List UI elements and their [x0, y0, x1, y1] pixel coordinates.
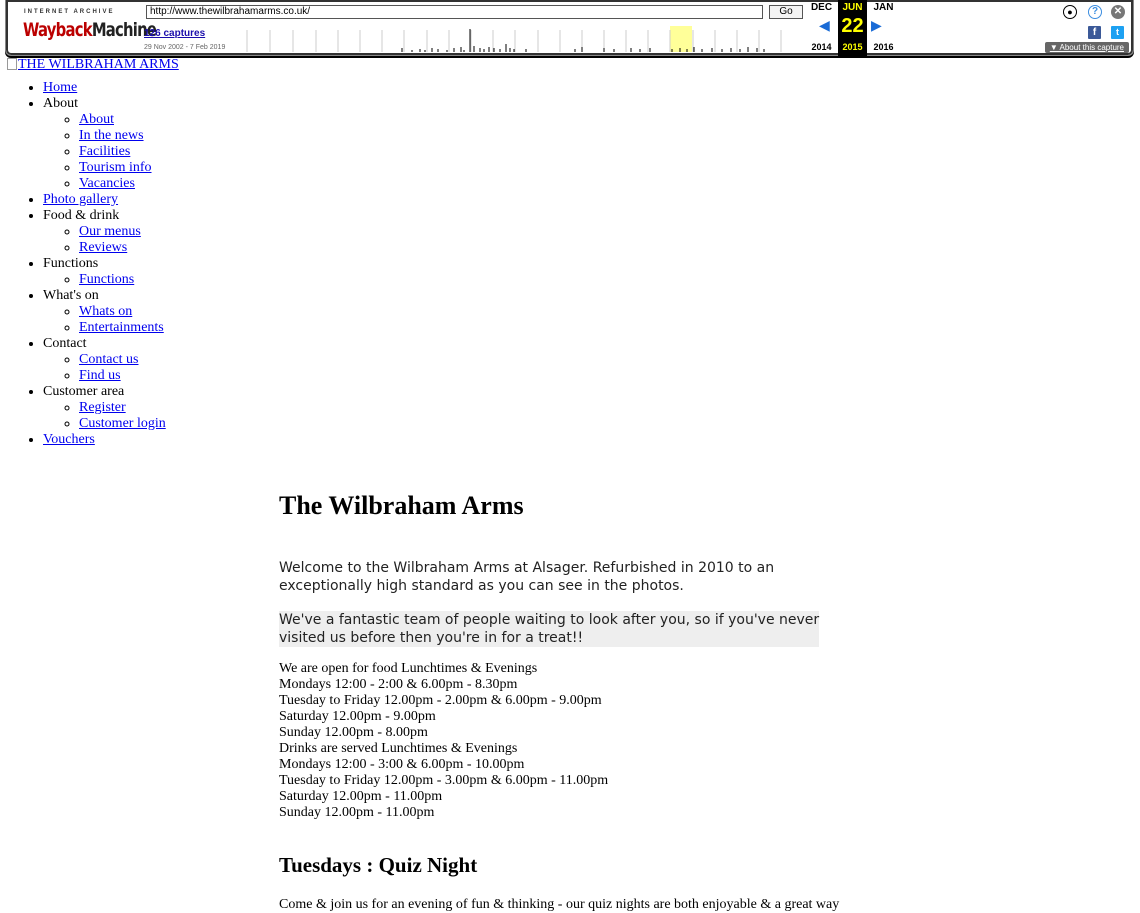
prev-capture-arrow-icon[interactable]: ◀ — [819, 17, 830, 33]
nav-subitem-link[interactable]: Register — [79, 400, 126, 415]
hours-line: Mondays 12:00 - 3:00 & 6.00pm - 10.00pm — [279, 757, 525, 772]
nav-submenu — [43, 400, 166, 432]
nav-subitem[interactable] — [79, 272, 166, 288]
nav-submenu — [43, 272, 166, 288]
close-icon[interactable]: ✕ — [1111, 5, 1125, 19]
nav-subitem-link[interactable]: Vacancies — [79, 176, 135, 191]
hours-line: We are open for food Lunchtimes & Evenings — [279, 661, 538, 676]
nav-subitem-link[interactable]: Reviews — [79, 240, 128, 255]
welcome-paragraph: Welcome to the Wilbraham Arms at Alsager. Refurbished in 2010 to an exceptionally high standard as you can see in the photos. — [279, 560, 775, 594]
nav-item-label: Functions — [43, 256, 99, 271]
nav-subitem[interactable] — [79, 416, 166, 432]
nav-submenu — [43, 112, 166, 192]
nav-item[interactable] — [43, 432, 166, 448]
user-account-icon[interactable]: ● — [1063, 5, 1077, 19]
current-year-label: 2015 — [842, 42, 863, 52]
nav-subitem-link[interactable]: Contact us — [79, 352, 139, 367]
wayback-go-button[interactable]: Go — [769, 5, 803, 19]
banner-alt-text: THE WILBRAHAM ARMS — [18, 57, 179, 72]
hours-line: Mondays 12:00 - 2:00 & 6.00pm - 8.30pm — [279, 677, 518, 692]
hours-line: Drinks are served Lunchtimes & Evenings — [279, 741, 518, 756]
nav-subitem-link[interactable]: Tourism info — [79, 160, 152, 175]
nav-item-label: What's on — [43, 288, 99, 303]
sparkline-current-year-highlight — [670, 26, 692, 52]
twitter-share-icon[interactable]: t — [1111, 26, 1124, 39]
nav-item-label: Customer area — [43, 384, 125, 399]
main-navigation — [0, 80, 166, 448]
capture-sparkline[interactable] — [242, 26, 798, 52]
wayback-logo[interactable] — [20, 6, 157, 46]
capture-date-range: 29 Nov 2002 - 7 Feb 2019 — [144, 44, 226, 51]
nav-submenu — [43, 224, 166, 256]
nav-subitem-link[interactable]: Functions — [79, 272, 135, 287]
main-content — [279, 488, 859, 912]
wayback-url-input[interactable]: http://www.thewilbrahamarms.co.uk/ — [146, 5, 763, 19]
nav-item-label[interactable]: Vouchers — [43, 432, 95, 447]
prev-month-label: DEC — [810, 2, 833, 13]
calendar-current — [838, 0, 867, 56]
help-icon[interactable]: ? — [1088, 5, 1102, 19]
hours-line: Saturday 12.00pm - 9.00pm — [279, 709, 436, 724]
nav-item — [43, 96, 166, 192]
nav-submenu — [43, 304, 166, 336]
wayback-calendar — [801, 0, 901, 56]
nav-item — [43, 288, 166, 336]
nav-item-label: Contact — [43, 336, 87, 351]
next-year-label: 2016 — [873, 42, 894, 52]
nav-subitem[interactable] — [79, 160, 166, 176]
current-month-label: JUN — [842, 2, 863, 13]
nav-list — [0, 80, 166, 448]
nav-subitem-link[interactable]: Whats on — [79, 304, 133, 319]
nav-subitem-link[interactable]: Find us — [79, 368, 121, 383]
team-paragraph: We've a fantastic team of people waiting to look after you, so if you've never visited us before then you're in for a treat!! — [279, 612, 820, 646]
nav-subitem[interactable] — [79, 368, 166, 384]
logo-wayback-machine-text: WaybackMachine — [23, 19, 157, 41]
about-capture-link[interactable]: ▼ About this capture — [1045, 42, 1129, 53]
hours-line: Tuesday to Friday 12.00pm - 3.00pm & 6.00pm - 11.00pm — [279, 773, 609, 788]
captures-link[interactable]: 126 captures — [144, 28, 206, 39]
next-capture-arrow-icon[interactable]: ▶ — [871, 17, 882, 33]
nav-subitem[interactable] — [79, 176, 166, 192]
nav-subitem[interactable] — [79, 400, 166, 416]
nav-subitem[interactable] — [79, 240, 166, 256]
nav-subitem-link[interactable]: About — [79, 112, 114, 127]
facebook-share-icon[interactable]: f — [1088, 26, 1101, 39]
nav-item — [43, 384, 166, 432]
nav-subitem[interactable] — [79, 320, 166, 336]
nav-subitem[interactable] — [79, 144, 166, 160]
nav-item — [43, 208, 166, 256]
nav-item-label[interactable]: Home — [43, 80, 78, 95]
calendar-next[interactable] — [869, 0, 898, 56]
site-banner-link[interactable] — [7, 57, 179, 73]
prev-year-label: 2014 — [811, 42, 832, 52]
hours-line: Sunday 12.00pm - 11.00pm — [279, 805, 435, 820]
next-month-label: JAN — [873, 2, 894, 13]
opening-hours — [279, 661, 608, 821]
hours-line: Sunday 12.00pm - 8.00pm — [279, 725, 428, 740]
wayback-toolbar — [5, 0, 1134, 56]
nav-item-label[interactable]: Photo gallery — [43, 192, 119, 207]
nav-subitem[interactable] — [79, 128, 166, 144]
broken-image-icon — [7, 58, 17, 70]
nav-subitem-link[interactable]: Our menus — [79, 224, 141, 239]
hours-line: Saturday 12.00pm - 11.00pm — [279, 789, 443, 804]
nav-item — [43, 256, 166, 288]
logo-internet-archive-text: INTERNET ARCHIVE — [24, 9, 115, 15]
nav-item[interactable] — [43, 80, 166, 96]
current-day-label: 22 — [841, 15, 864, 37]
caret-down-icon: ▼ — [1049, 43, 1060, 52]
nav-subitem-link[interactable]: Entertainments — [79, 320, 164, 335]
nav-item — [43, 336, 166, 384]
nav-subitem-link[interactable]: In the news — [79, 128, 144, 143]
page-title: The Wilbraham Arms — [279, 491, 524, 520]
nav-item[interactable] — [43, 192, 166, 208]
quiz-night-heading: Tuesdays : Quiz Night — [279, 853, 478, 877]
nav-item-label: Food & drink — [43, 208, 120, 223]
nav-item-label: About — [43, 96, 78, 111]
nav-subitem[interactable] — [79, 352, 166, 368]
nav-subitem[interactable] — [79, 304, 166, 320]
hours-line: Tuesday to Friday 12.00pm - 2.00pm & 6.00pm - 9.00pm — [279, 693, 602, 708]
nav-submenu — [43, 352, 166, 384]
nav-subitem[interactable] — [79, 224, 166, 240]
nav-subitem-link[interactable]: Facilities — [79, 144, 131, 159]
quiz-night-text: Come & join us for an evening of fun & thinking - our quiz nights are both enjoyable & a great way — [279, 897, 840, 912]
nav-subitem-link[interactable]: Customer login — [79, 416, 166, 431]
nav-subitem[interactable] — [79, 112, 166, 128]
